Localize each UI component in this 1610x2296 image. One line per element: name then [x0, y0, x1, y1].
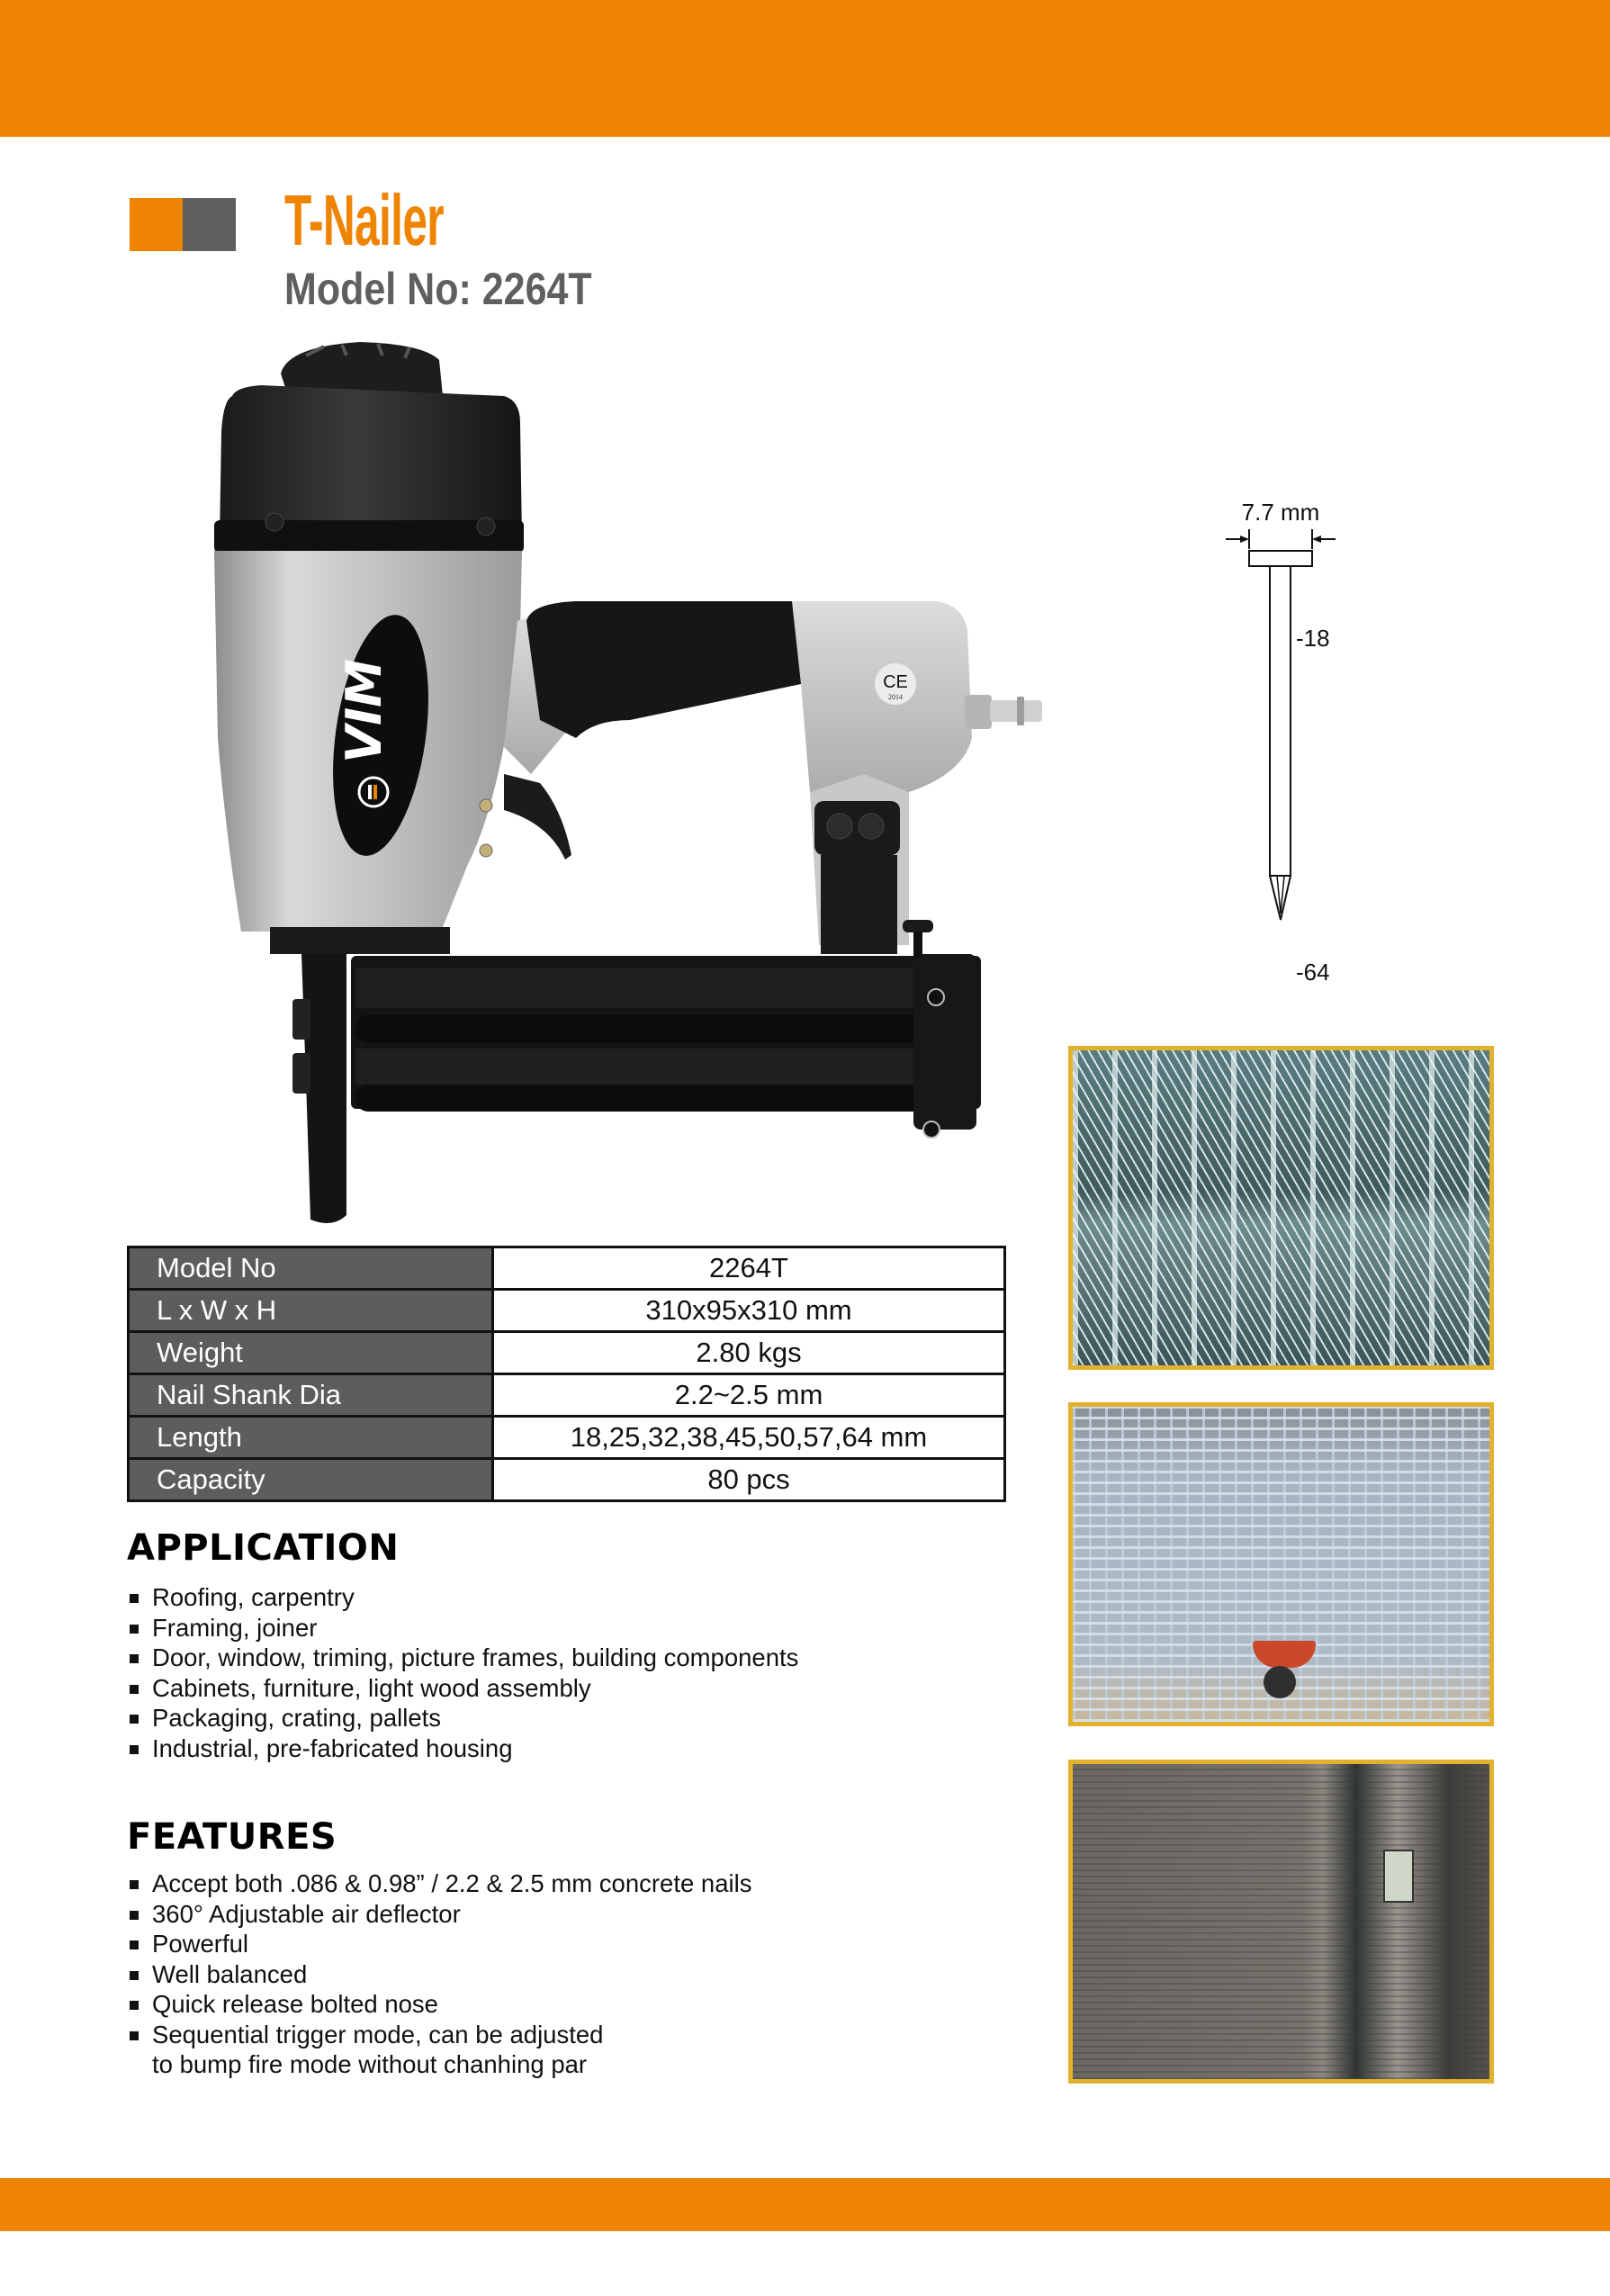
svg-text:2014: 2014 [888, 693, 903, 701]
title-accent-square-gray [183, 198, 236, 251]
spec-label: Weight [129, 1332, 493, 1374]
spec-label: L x W x H [129, 1290, 493, 1332]
photo-mesh-walls-site [1068, 1402, 1494, 1726]
list-item: Framing, joiner [127, 1613, 798, 1643]
spec-label: Nail Shank Dia [129, 1374, 493, 1417]
spec-value: 80 pcs [493, 1459, 1005, 1501]
bullet-square-icon [130, 2001, 139, 2010]
svg-text:CE: CE [883, 672, 908, 692]
list-item: 360° Adjustable air deflector [127, 1899, 751, 1930]
table-row [129, 1332, 1005, 1374]
nail-dimension-diagram [1197, 486, 1377, 986]
svg-text:VIM: VIM [336, 659, 392, 763]
spec-table [127, 1246, 1006, 1502]
spec-value: 2264T [493, 1247, 1005, 1290]
wheelbarrow-wheel [1264, 1666, 1296, 1698]
features-heading: FEATURES [127, 1816, 337, 1858]
photo-plastered-corridor [1068, 1760, 1494, 2084]
table-row [129, 1290, 1005, 1332]
bullet-square-icon [130, 1715, 139, 1724]
list-item: Powerful [127, 1929, 751, 1959]
features-list [127, 1868, 751, 2080]
bullet-square-icon [130, 1594, 139, 1603]
list-item: Door, window, triming, picture frames, building components [127, 1643, 798, 1673]
table-row [129, 1374, 1005, 1417]
list-item: Industrial, pre-fabricated housing [127, 1733, 798, 1764]
bullet-square-icon [130, 1880, 139, 1889]
spec-label: Length [129, 1417, 493, 1459]
spec-value: 310x95x310 mm [493, 1290, 1005, 1332]
list-item: Packaging, crating, pallets [127, 1703, 798, 1733]
nailer-product-image [207, 333, 1089, 1233]
max-length-label: -64 [1296, 959, 1330, 986]
table-row [129, 1417, 1005, 1459]
spec-value: 2.2~2.5 mm [493, 1374, 1005, 1417]
list-item: Sequential trigger mode, can be adjusted [127, 2020, 751, 2050]
list-item-continuation: to bump fire mode without chanhing par [152, 2050, 588, 2078]
list-item: Roofing, carpentry [127, 1582, 798, 1613]
list-item: Quick release bolted nose [127, 1989, 751, 2020]
wheelbarrow [1253, 1641, 1316, 1668]
spec-value: 18,25,32,38,45,50,57,64 mm [493, 1417, 1005, 1459]
ce-certification-label [875, 663, 916, 705]
bullet-square-icon [130, 1940, 139, 1949]
bullet-square-icon [130, 1911, 139, 1920]
model-number: Model No: 2264T [284, 264, 592, 314]
bullet-square-icon [130, 1625, 139, 1634]
product-title: T-Nailer [284, 180, 444, 260]
spec-value: 2.80 kgs [493, 1332, 1005, 1374]
bullet-square-icon [130, 1654, 139, 1663]
bottom-brand-band [0, 2178, 1610, 2231]
application-heading: APPLICATION [127, 1527, 400, 1569]
top-brand-band [0, 0, 1610, 137]
min-length-label: -18 [1296, 625, 1330, 652]
list-item: Well balanced [127, 1959, 751, 1990]
bullet-square-icon [130, 1971, 139, 1980]
corridor-window [1383, 1850, 1414, 1903]
spec-label: Capacity [129, 1459, 493, 1501]
air-inlet-fitting [965, 695, 1042, 729]
list-item: Accept both .086 & 0.98” / 2.2 & 2.5 mm concrete nails [127, 1868, 751, 1899]
application-list [127, 1582, 798, 1763]
table-row [129, 1459, 1005, 1501]
title-accent-square-orange [130, 198, 183, 251]
bullet-square-icon [130, 2031, 139, 2040]
bullet-square-icon [130, 1745, 139, 1754]
photo-rib-lath-closeup [1068, 1046, 1494, 1370]
list-item: Cabinets, furniture, light wood assembly [127, 1673, 798, 1704]
spec-label: Model No [129, 1247, 493, 1290]
head-width-label: 7.7 mm [1241, 499, 1320, 526]
table-row [129, 1247, 1005, 1290]
bullet-square-icon [130, 1685, 139, 1694]
